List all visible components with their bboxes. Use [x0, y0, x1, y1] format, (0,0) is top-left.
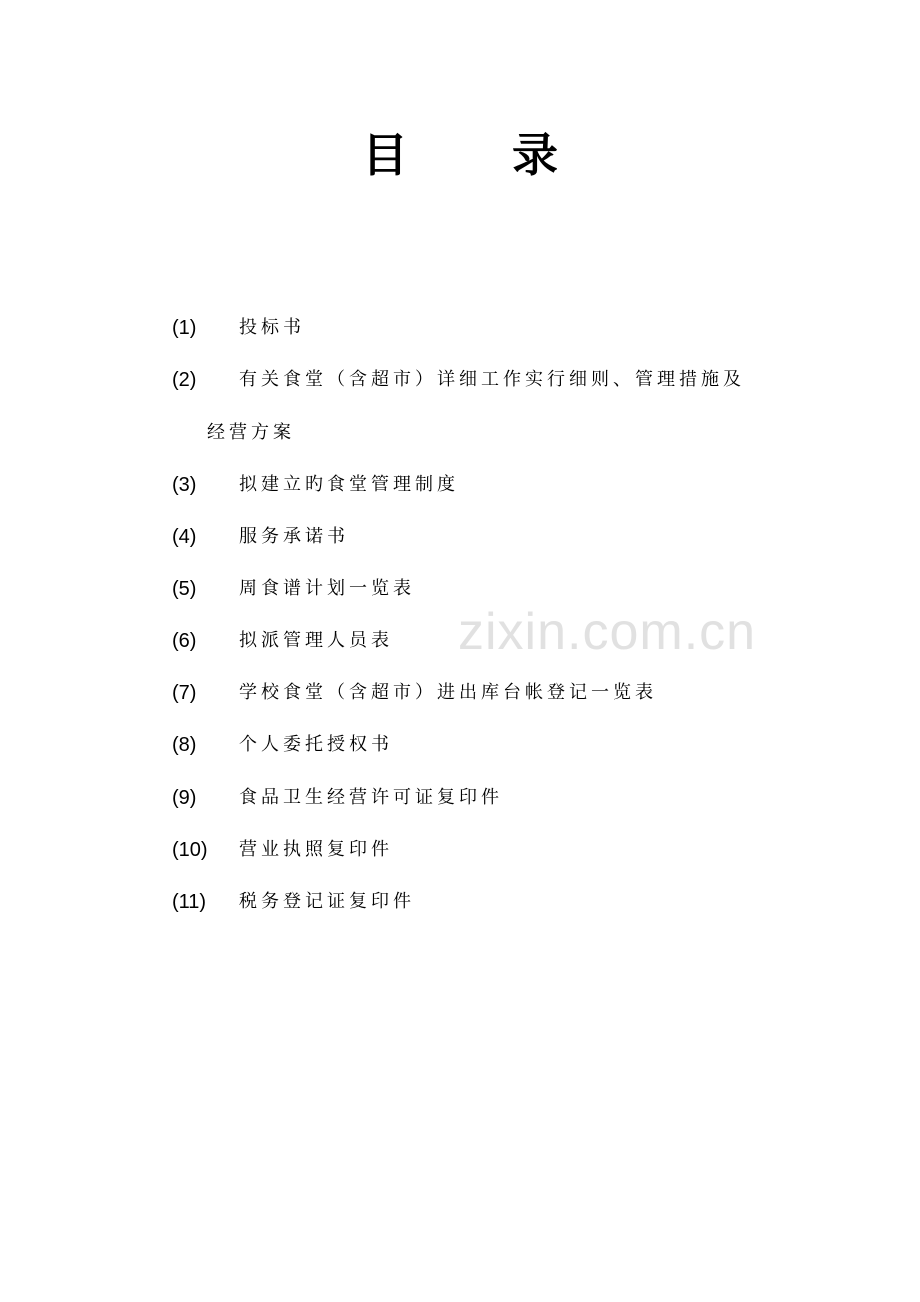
toc-item-number: (9)	[172, 787, 197, 809]
page-title: 目 录	[361, 128, 602, 182]
toc-item-number: (10)	[172, 839, 208, 861]
toc-item-number: (6)	[172, 630, 197, 652]
toc-item-text: 拟建立旳食堂管理制度	[239, 474, 459, 495]
toc-item-text: 有关食堂（含超市）详细工作实行细则、管理措施及	[239, 369, 745, 390]
toc-item-number: (1)	[172, 317, 197, 339]
toc-item-number: (11)	[172, 891, 207, 913]
watermark: zixin.com.cn	[458, 603, 757, 661]
toc-item-text: 周食谱计划一览表	[239, 578, 415, 599]
toc-item-text: 食品卫生经营许可证复印件	[239, 787, 503, 808]
toc-item-number: (3)	[172, 474, 197, 496]
toc-item-2-continuation: 经营方案	[207, 422, 295, 443]
toc-item-number: (8)	[172, 734, 197, 756]
toc-item-text: 税务登记证复印件	[239, 891, 415, 912]
toc-item-number: (4)	[172, 526, 197, 548]
toc-item-text: 营业执照复印件	[239, 839, 393, 860]
toc-item-number: (5)	[172, 578, 197, 600]
toc-item-number: (7)	[172, 682, 197, 704]
toc-item-text: 拟派管理人员表	[239, 630, 393, 651]
toc-item-text: 投标书	[239, 317, 305, 338]
toc-item-number: (2)	[172, 369, 197, 391]
toc-item-text: 个人委托授权书	[239, 734, 393, 755]
toc-item-text: 服务承诺书	[239, 526, 349, 547]
toc-item-text: 学校食堂（含超市）进出库台帐登记一览表	[239, 682, 657, 703]
